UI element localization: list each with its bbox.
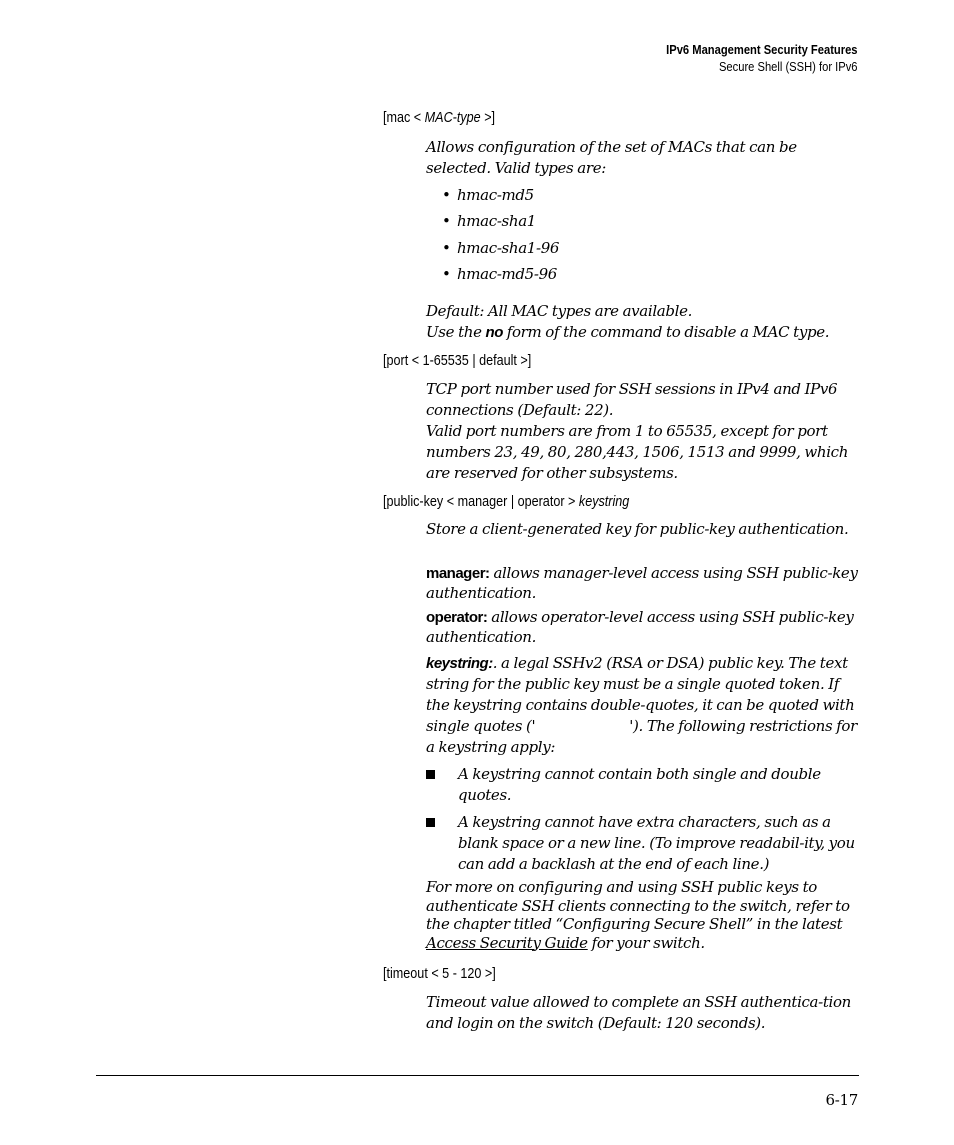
keystring-restriction: A keystring cannot have extra characters, such as a blank space or a new line. (To improve readabil-ity, you can add a backlash at the end of each line.) xyxy=(426,812,858,875)
timeout-description: Timeout value allowed to complete an SSH authentica-tion and login on the switch (Default: 120 seconds). xyxy=(426,993,851,1032)
public-key-description: Store a client-generated key for public-key authentication. xyxy=(426,520,849,538)
mac-type-item: • hmac-sha1-96 xyxy=(442,239,560,257)
page-number: 6-17 xyxy=(825,1091,858,1109)
mac-type-item: • hmac-md5 xyxy=(442,186,534,204)
port-command-syntax: [port < 1-65535 | default >] xyxy=(383,352,532,369)
mac-description: Allows configuration of the set of MACs that can be selected. Valid types are: xyxy=(426,138,797,177)
port-valid-range: Valid port numbers are from 1 to 65535, except for port numbers 23, 49, 80, 280,443, 1506, 1513 and 9999, which are reserved for other subsystems. xyxy=(426,422,849,482)
square-bullet-icon xyxy=(426,770,435,779)
public-key-more-info: For more on configuring and using SSH public keys to authenticate SSH clients connecting to the switch, refer to the chapter titled “Configuring Secure Shell” in the latest Access Security Guide for your switch. xyxy=(426,878,850,952)
mac-command-syntax: [mac < MAC-type >] xyxy=(383,109,496,126)
public-key-command-syntax: [public-key < manager | operator > keystring xyxy=(383,493,630,510)
chapter-title: IPv6 Management Security Features xyxy=(666,42,858,57)
keystring-keyword: keystring: xyxy=(426,655,493,672)
mac-default: Default: All MAC types are available. xyxy=(426,302,693,320)
keystring-restriction: A keystring cannot contain both single and double quotes. xyxy=(426,764,858,806)
timeout-command-syntax: [timeout < 5 - 120 >] xyxy=(383,965,496,982)
operator-option: operator: allows operator-level access using SSH public-key authentication. xyxy=(426,608,854,646)
access-security-guide-link[interactable]: Access Security Guide xyxy=(426,933,588,952)
no-keyword: no xyxy=(485,324,503,341)
keystring-param: keystring xyxy=(578,493,630,510)
manager-keyword: manager: xyxy=(426,565,490,582)
mac-type-param: MAC-type xyxy=(424,109,481,126)
footer-rule xyxy=(96,1075,859,1076)
section-title: Secure Shell (SSH) for IPv6 xyxy=(719,59,858,74)
running-header xyxy=(667,41,858,75)
mac-type-item: • hmac-sha1 xyxy=(442,212,536,230)
keystring-option: keystring:. a legal SSHv2 (RSA or DSA) public key. The text string for the public key must be a single quoted token. If the keystring contains double-quotes, it can be quoted with single quotes (' '). The following restrictions for a keystring apply: xyxy=(426,654,857,756)
mac-type-item: • hmac-md5-96 xyxy=(442,265,557,283)
manager-option: manager: allows manager-level access using SSH public-key authentication. xyxy=(426,564,858,602)
mac-no-form-note: Use the no form of the command to disable a MAC type. xyxy=(426,323,830,341)
port-description: TCP port number used for SSH sessions in IPv4 and IPv6 connections (Default: 22). xyxy=(426,380,838,419)
square-bullet-icon xyxy=(426,818,435,827)
operator-keyword: operator: xyxy=(426,609,488,626)
